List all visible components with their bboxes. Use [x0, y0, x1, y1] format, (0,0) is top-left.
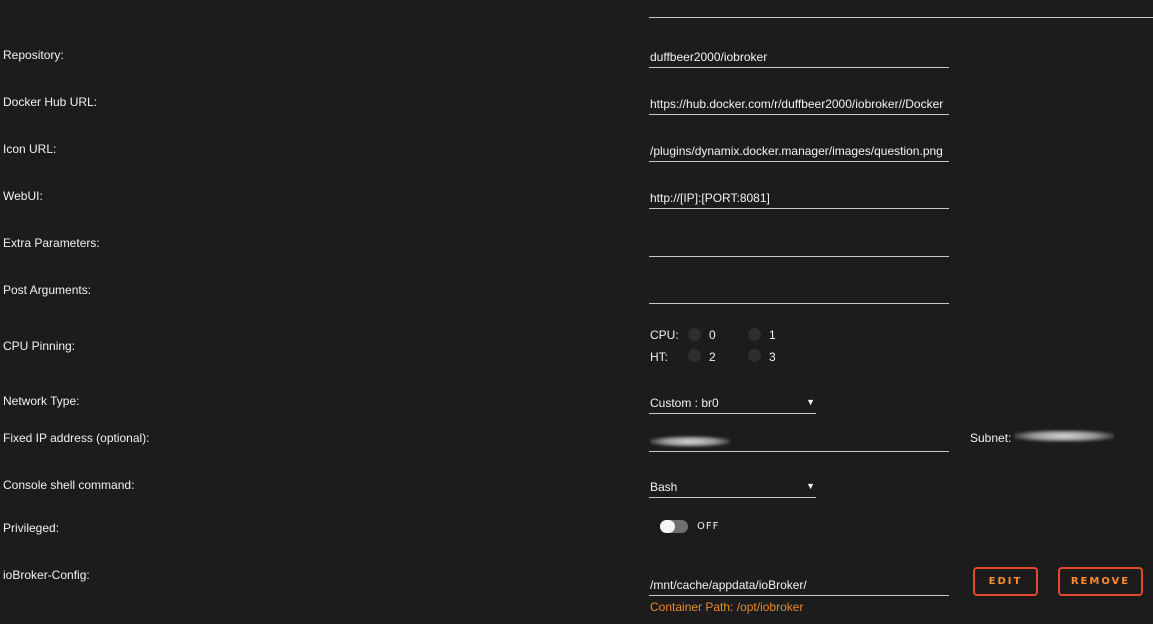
docker-hub-url-input[interactable]: [649, 95, 949, 115]
webui-label: WebUI:: [3, 189, 43, 203]
console-shell-label: Console shell command:: [3, 478, 135, 492]
cpu-core-0-radio[interactable]: [688, 328, 701, 341]
top-field-underline: [649, 17, 1153, 18]
docker-hub-url-value: https://hub.docker.com/r/duffbeer2000/iobroker//Docker: [650, 97, 944, 111]
redacted-ip-value: [650, 436, 730, 447]
ht-core-2-radio[interactable]: [688, 349, 701, 362]
cpu-core-1-label: 1: [769, 328, 776, 342]
cpu-core-1-radio[interactable]: [748, 328, 761, 341]
webui-value: http://[IP]:[PORT:8081]: [650, 191, 770, 205]
cpu-pinning-label: CPU Pinning:: [3, 339, 76, 353]
ht-core-2-label: 2: [709, 350, 716, 364]
repository-value: duffbeer2000/iobroker: [650, 50, 768, 64]
extra-parameters-label: Extra Parameters:: [3, 236, 100, 250]
network-type-label: Network Type:: [3, 394, 80, 408]
privileged-label: Privileged:: [3, 521, 60, 535]
container-path-hint: Container Path: /opt/iobroker: [650, 600, 804, 614]
cpu-row-label: CPU:: [650, 328, 679, 342]
ht-core-3-label: 3: [769, 350, 776, 364]
chevron-down-icon: ▼: [806, 397, 815, 407]
extra-parameters-input[interactable]: [649, 237, 949, 257]
privileged-toggle[interactable]: [660, 520, 688, 533]
edit-button[interactable]: EDIT: [973, 567, 1038, 596]
console-shell-select[interactable]: [649, 478, 816, 498]
remove-button[interactable]: REMOVE: [1058, 567, 1143, 596]
fixed-ip-label: Fixed IP address (optional):: [3, 431, 150, 445]
icon-url-input[interactable]: [649, 142, 949, 162]
fixed-ip-input[interactable]: [649, 432, 949, 452]
repository-input[interactable]: [649, 48, 949, 68]
post-arguments-label: Post Arguments:: [3, 283, 92, 297]
post-arguments-input[interactable]: [649, 284, 949, 304]
chevron-down-icon: ▼: [806, 481, 815, 491]
icon-url-label: Icon URL:: [3, 142, 57, 156]
repository-label: Repository:: [3, 48, 64, 62]
icon-url-value: /plugins/dynamix.docker.manager/images/question.png: [650, 144, 943, 158]
iobroker-config-value: /mnt/cache/appdata/ioBroker/: [650, 578, 807, 592]
network-type-select[interactable]: [649, 394, 816, 414]
privileged-state: OFF: [697, 521, 720, 532]
network-type-value: Custom : br0: [650, 396, 719, 410]
ht-row-label: HT:: [650, 350, 668, 364]
webui-input[interactable]: [649, 189, 949, 209]
redacted-subnet-value: [1014, 430, 1114, 442]
docker-hub-url-label: Docker Hub URL:: [3, 95, 98, 109]
ht-core-3-radio[interactable]: [748, 349, 761, 362]
subnet-label: Subnet:: [970, 431, 1012, 445]
cpu-core-0-label: 0: [709, 328, 716, 342]
console-shell-value: Bash: [650, 480, 678, 494]
toggle-knob: [660, 520, 675, 533]
iobroker-config-input[interactable]: [649, 576, 949, 596]
iobroker-config-label: ioBroker-Config:: [3, 568, 90, 582]
